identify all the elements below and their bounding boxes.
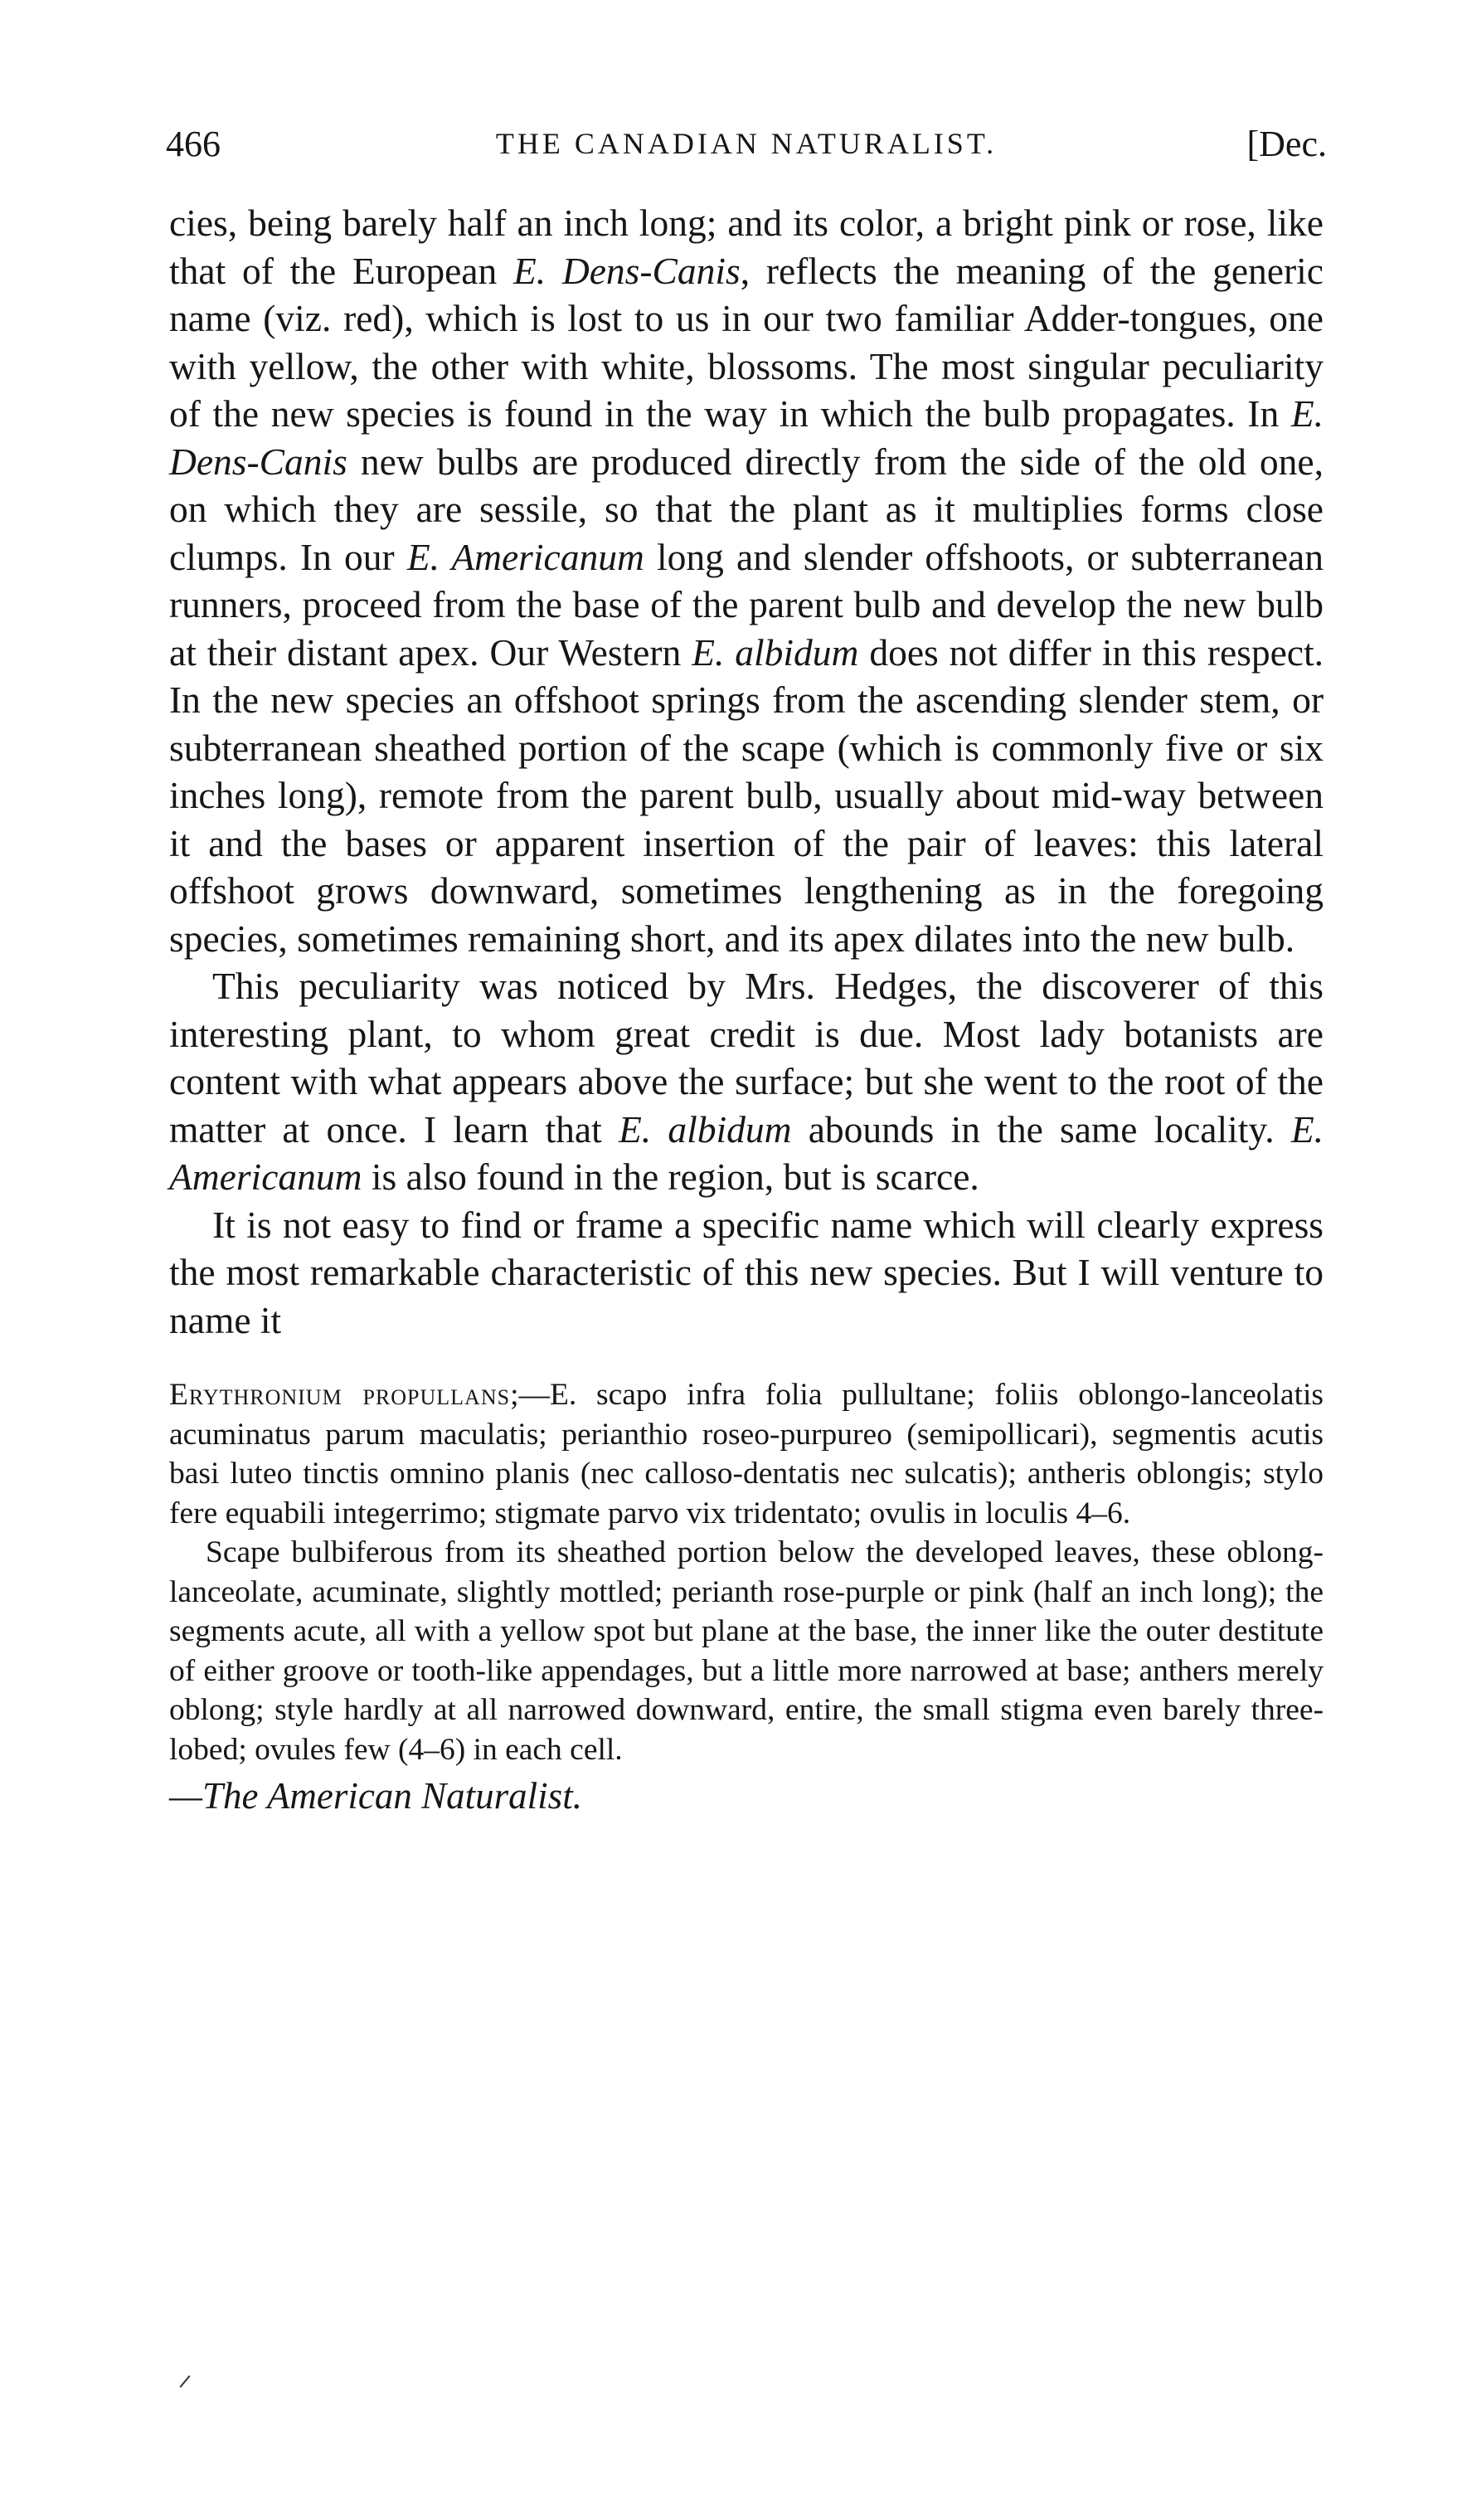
text-run: abounds in the same locality. [791,1107,1291,1151]
italic-run: E. albidum [692,630,859,674]
italic-run: E. Dens-Canis [512,249,741,292]
stray-ink-mark [179,2375,190,2387]
text-run: does not differ in this respect. In the new species an offshoot springs from the ascending slender stem, or subterranean sheathed portion of the scape (which is commonly five or six inches long), remote from the parent bulb, usually about mid-way between it and the bases or apparent insertion of the pair of leaves: this lateral offshoot grows downward, sometimes lengthening as in the foregoing species, sometimes remaining short, and its apex dilates into the new bulb. [169,630,1324,960]
body-text [169,199,1324,1821]
text-run: long and slender offshoots, or subterranean runners, proceed from the base of the parent bulb and develop the new bulb at their distant apex. Our Western [169,535,1324,674]
italic-run: E. Americanum [406,535,644,578]
text-run: is also found in the region, but is scarce. [362,1155,979,1198]
english-description: Scape bulbiferous from its sheathed portion below the developed leaves, these oblong-lanceolate, acuminate, slightly mottled; perianth rose-purple or pink (half an inch long); the segments acute, all with a yellow spot but plane at the base, the inner like the outer destitute of either groove or tooth-like appendages, but a little more narrowed at base; anthers merely oblong; style hardly at all narrowed downward, entire, the small stigma even barely three-lobed; ovules few (4–6) in each cell. [169,1535,1324,1767]
italic-run: E. Americanum [169,1107,1324,1198]
text-run: This peculiarity was noticed by Mrs. Hedges, the discoverer of this interesting plant, to whom great credit is due. Most lady botanists are content with what appears above the surface; but she went to the root of the matter at once. I learn that [169,965,1324,1151]
page-number: 466 [166,124,221,164]
species-name: Erythronium propullans [169,1378,511,1412]
body-paragraph [169,962,1324,1201]
running-title: THE CANADIAN NATURALIST. [495,127,998,160]
body-paragraph [169,1201,1324,1345]
source-attribution: —The American Naturalist. [169,1775,582,1817]
italic-run: E. albidum [618,1107,792,1151]
text-run: , reflects the meaning of the generic name (viz. red), which is lost to us in our two familiar Adder-tongues, one with yellow, the other with white, blossoms. The most singular peculiarity of the new species is found in the way in which the bulb propagates. In [169,249,1324,435]
running-header [166,123,1327,181]
text-run: cies, being barely half an inch long; and its color, a bright pink or rose, like that of the European [169,202,1324,292]
italic-run: E. Dens-Canis [169,392,1324,483]
species-description [169,1375,1324,1769]
latin-diagnosis [169,1375,1324,1533]
text-run: It is not easy to find or frame a specific name which will clearly express the most remarkable characteristic of this new species. But I will venture to name it [169,1203,1324,1341]
text-run: new bulbs are produced directly from the side of the old one, on which they are sessile, so that the plant as it multiplies forms close clumps. In our [169,440,1324,578]
latin-diagnosis-text: ;—E. scapo infra folia pullultane; foliis oblongo-lanceolatis acuminatus parum maculatis; perianthio roseo-purpureo (semipollicari), segmentis acutis basi luteo tinctis omnino planis (nec calloso-dentatis nec sulcatis); antheris oblongis; stylo fere equabili integerrimo; stigmate parvo vix tridentato; ovulis in loculis 4–6. [169,1378,1324,1530]
body-paragraph [169,199,1324,962]
header-month: [Dec. [1246,124,1327,164]
